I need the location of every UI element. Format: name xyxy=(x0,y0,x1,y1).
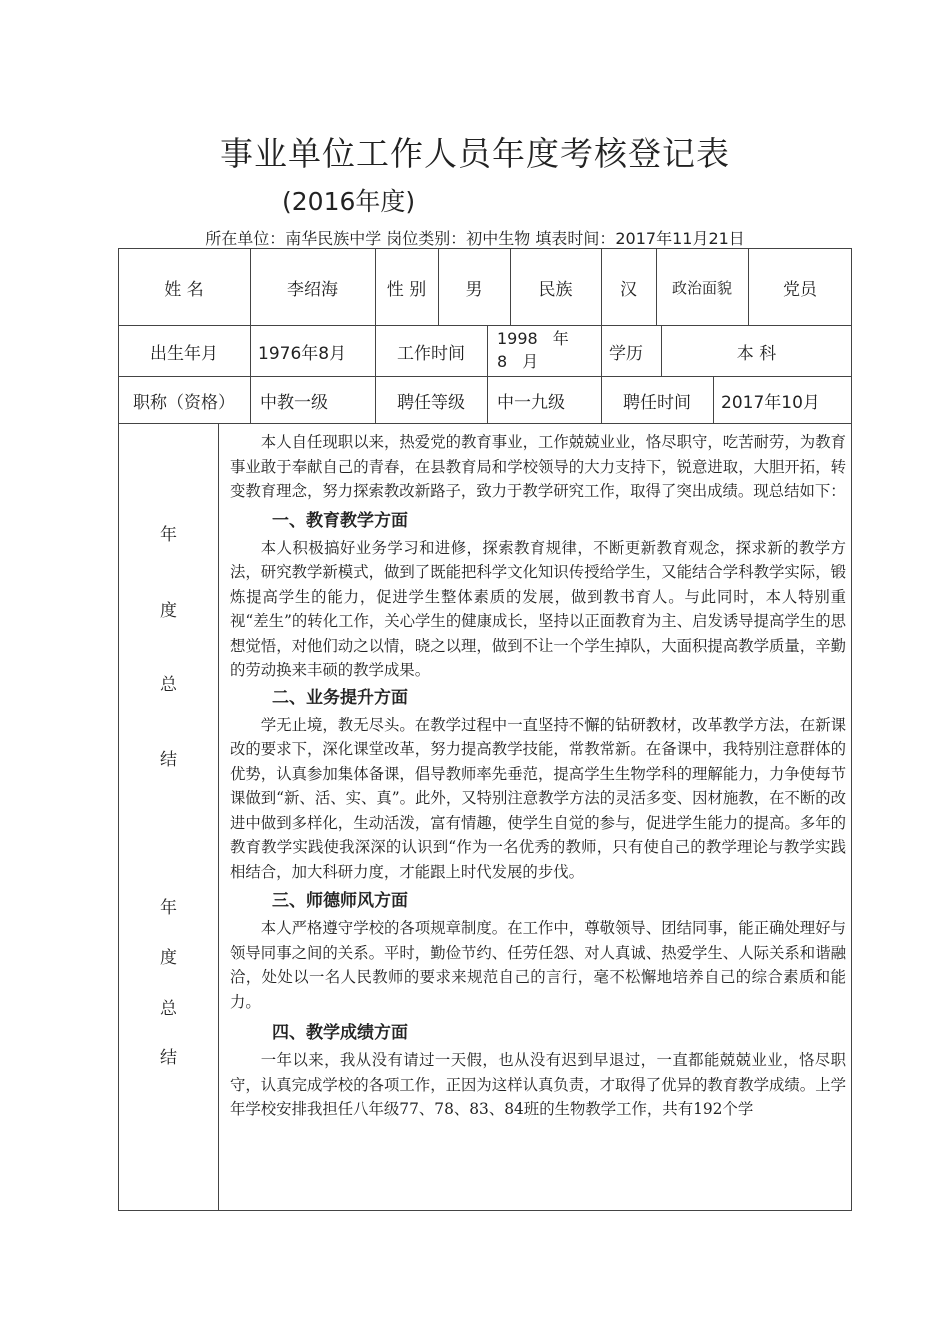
worktime-value: 1998 年 8 月 xyxy=(497,329,569,371)
name-value: 李绍海 xyxy=(287,279,338,300)
side-label-char: 年 xyxy=(160,525,177,545)
hire-value: 2017年10月 xyxy=(721,392,820,413)
section-text-professional: 学无止境，教无尽头。在教学过程中一直坚持不懈的钻研教材，改革教学方法，在新课改的要求下，深化课堂改革，努力提高教学技能，常教常新。在备课中，我特别注意群体的优势，认真参加集体备课，倡导教师率先垂范，提高学生生物学科的理解能力，力争使每节课做到“新、活、实、真”。此外，又特别注意教学方法的灵活多变、因材施教，在不断的改进中做到多样化，生动活泼，富有情趣，使学生自觉的参与，促进学生能力的提高。多年的教育教学实践使我深深的认识到“作为一名优秀的教师，只有使自己的教学理论与教学实践相结合，加大科研力度，才能跟上时代发展的步伐。 xyxy=(230,715,846,881)
grade-value: 中一九级 xyxy=(497,392,565,413)
political-label: 政治面貌 xyxy=(671,278,732,297)
edu-label: 学历 xyxy=(609,343,643,364)
section-text-ethics: 本人严格遵守学校的各项规章制度。在工作中，尊敬领导、团结同事，能正确处理好与领导同事之间的关系。平时，勤俭节约、任劳任怨、对人真诚、热爱学生、人际关系和谐融洽，处处以一名人民教师的要求来规范自己的言行，毫不松懈地培养自己的综合素质和能力。 xyxy=(230,919,846,1011)
annual-summary xyxy=(230,430,846,1208)
ethnicity-label: 民族 xyxy=(538,279,573,300)
form-year: (2016年度) xyxy=(282,187,416,216)
side-label-char: 总 xyxy=(160,999,177,1019)
birth-label: 出生年月 xyxy=(150,343,218,364)
title-value: 中教一级 xyxy=(260,392,328,413)
side-label-char: 度 xyxy=(160,948,177,968)
section-text-results: 一年以来，我从没有请过一天假，也从没有迟到早退过，一直都能兢兢业业，恪尽职守，认真完成学校的各项工作，正因为这样认真负责，才取得了优异的教育教学成绩。上学年学校安排我担任八年级77、78、83、84班的生物教学工作，共有192个学 xyxy=(230,1051,846,1118)
side-label-char: 结 xyxy=(160,750,177,770)
gender-value: 男 xyxy=(465,279,483,300)
side-label-char: 度 xyxy=(160,601,177,621)
birth-value: 1976年8月 xyxy=(258,343,347,364)
side-label-char: 年 xyxy=(160,898,177,918)
gender-label: 性 别 xyxy=(386,279,427,300)
section-heading-ethics: 三、师德师风方面 xyxy=(272,891,408,911)
form-title: 事业单位工作人员年度考核登记表 xyxy=(220,134,730,173)
side-label-char: 总 xyxy=(160,675,177,695)
section-heading-teaching: 一、教育教学方面 xyxy=(272,510,408,531)
summary-intro: 本人自任现职以来，热爱党的教育事业，工作兢兢业业，恪尽职守，吃苦耐劳，为教育事业敢于奉献自己的青春，在县教育局和学校领导的大力支持下，锐意进取，大胆开拓，转变教育理念，努力探索教改新路子，致力于教学研究工作，取得了突出成绩。现总结如下： xyxy=(230,433,846,500)
political-value: 党员 xyxy=(783,279,817,300)
ethnicity-value: 汉 xyxy=(620,279,637,300)
col-divider xyxy=(218,423,219,1211)
side-label-char: 结 xyxy=(160,1048,177,1068)
section-heading-results: 四、教学成绩方面 xyxy=(272,1023,408,1043)
title-label: 职称（资格） xyxy=(133,392,235,413)
worktime-label: 工作时间 xyxy=(397,343,465,364)
edu-value: 本 科 xyxy=(736,343,777,364)
section-heading-professional: 二、业务提升方面 xyxy=(272,687,408,708)
grade-label: 聘任等级 xyxy=(397,392,465,413)
name-label: 姓 名 xyxy=(164,279,204,300)
form-info-line: 所在单位：南华民族中学 岗位类别：初中生物 填表时间：2017年11月21日 xyxy=(205,229,745,248)
hire-label: 聘任时间 xyxy=(623,392,691,413)
section-text-teaching: 本人积极搞好业务学习和进修，探索教育规律，不断更新教育观念，探求新的教学方法，研究教学新模式，做到了既能把科学文化知识传授给学生，又能结合学科教学实际，锻炼提高学生的能力，促进学生整体素质的发展，做到教书育人。与此同时，本人特别重视“差生”的转化工作，关心学生的健康成长，坚持以正面教育为主、启发诱导提高学生的思想觉悟，对他们动之以情，晓之以理，做到不让一个学生掉队，大面积提高教学质量，辛勤的劳动换来丰硕的教学成果。 xyxy=(230,538,846,679)
